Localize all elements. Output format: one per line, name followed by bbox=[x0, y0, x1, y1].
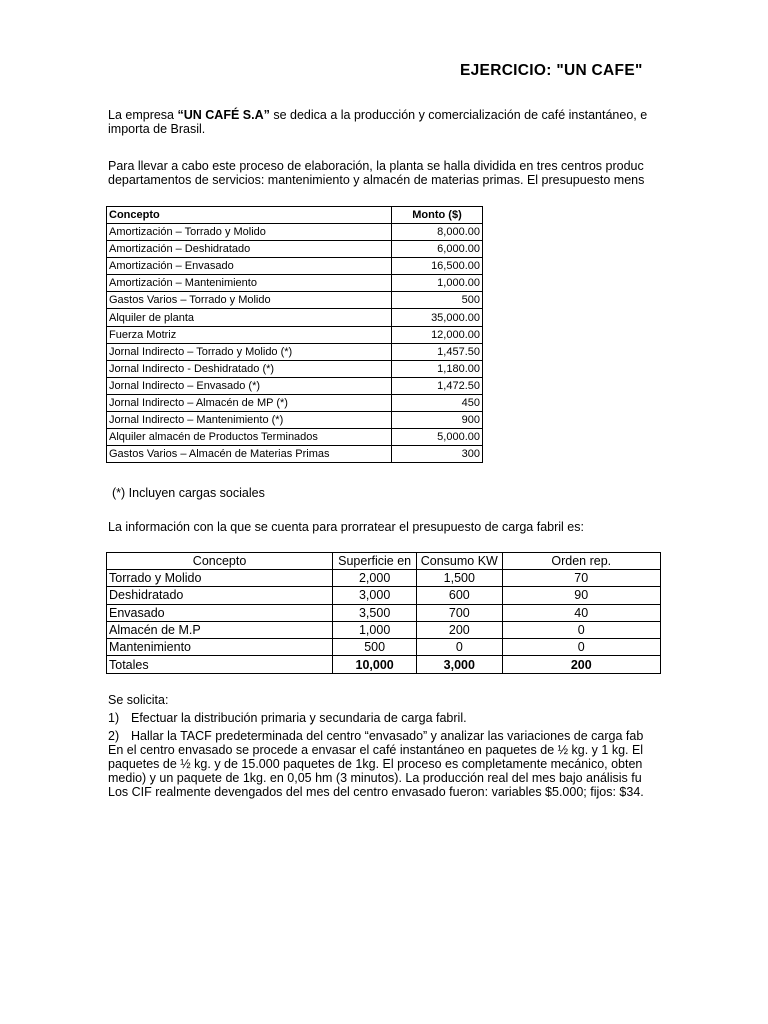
prorate-superficie-cell: 500 bbox=[333, 639, 417, 656]
budget-monto-cell: 16,500.00 bbox=[392, 258, 483, 275]
process-line2: departamentos de servicios: mantenimiento y almacén de materias primas. El presupuesto mens bbox=[108, 173, 645, 187]
request-line-3: En el centro envasado se procede a envasar el café instantáneo en paquetes de ½ kg. y 1 kg. El bbox=[108, 743, 644, 757]
prorate-consumo-cell: 1,500 bbox=[417, 570, 502, 587]
budget-header-row bbox=[107, 207, 483, 224]
request-line-5: medio) y un paquete de 1kg. en 0,05 hm (3 minutos). La producción real del mes bajo análisis fu bbox=[108, 771, 642, 785]
budget-monto-cell: 500 bbox=[392, 292, 483, 309]
budget-concepto-cell: Amortización – Torrado y Molido bbox=[107, 224, 392, 241]
budget-concepto-cell: Amortización – Envasado bbox=[107, 258, 392, 275]
request-item-2-number: 2) bbox=[108, 729, 120, 743]
prorate-orden-cell: 0 bbox=[502, 621, 661, 638]
request-item-1-number: 1) bbox=[108, 711, 120, 725]
prorate-header-orden: Orden rep. bbox=[502, 553, 661, 570]
totals-consumo: 3,000 bbox=[417, 656, 502, 673]
footnote: (*) Incluyen cargas sociales bbox=[112, 486, 265, 500]
prorate-orden-cell: 0 bbox=[502, 639, 661, 656]
budget-concepto-cell: Alquiler de planta bbox=[107, 309, 392, 326]
info-text: La información con la que se cuenta para prorratear el presupuesto de carga fabril es: bbox=[108, 520, 584, 534]
budget-header-monto: Monto ($) bbox=[392, 207, 483, 224]
table-row bbox=[107, 326, 483, 343]
table-row bbox=[107, 412, 483, 429]
budget-concepto-cell: Fuerza Motriz bbox=[107, 326, 392, 343]
totals-orden: 200 bbox=[502, 656, 661, 673]
intro-rest: se dedica a la producción y comercialización de café instantáneo, e bbox=[269, 108, 648, 122]
prorate-concepto-cell: Deshidratado bbox=[107, 587, 333, 604]
prorate-concepto-cell: Almacén de M.P bbox=[107, 621, 333, 638]
table-row bbox=[107, 446, 483, 463]
table-row bbox=[107, 309, 483, 326]
budget-monto-cell: 300 bbox=[392, 446, 483, 463]
request-line-4: paquetes de ½ kg. y de 15.000 paquetes de 1kg. El proceso es completamente mecánico, obten bbox=[108, 757, 643, 771]
process-paragraph bbox=[108, 159, 644, 187]
prorate-consumo-cell: 0 bbox=[417, 639, 502, 656]
page-title: EJERCICIO: "UN CAFE" bbox=[460, 62, 643, 79]
budget-concepto-cell: Gastos Varios – Almacén de Materias Primas bbox=[107, 446, 392, 463]
prorate-header-row bbox=[107, 553, 661, 570]
table-row bbox=[107, 587, 661, 604]
budget-concepto-cell: Jornal Indirecto – Mantenimiento (*) bbox=[107, 412, 392, 429]
budget-concepto-cell: Jornal Indirecto – Envasado (*) bbox=[107, 377, 392, 394]
table-row bbox=[107, 429, 483, 446]
budget-monto-cell: 6,000.00 bbox=[392, 241, 483, 258]
prorate-body bbox=[107, 570, 661, 656]
table-row bbox=[107, 360, 483, 377]
prorate-orden-cell: 90 bbox=[502, 587, 661, 604]
intro-lead: La empresa bbox=[108, 108, 178, 122]
table-row bbox=[107, 377, 483, 394]
process-line1: Para llevar a cabo este proceso de elaboración, la planta se halla dividida en tres centros produc bbox=[108, 159, 644, 173]
budget-monto-cell: 1,457.50 bbox=[392, 343, 483, 360]
totals-superficie: 10,000 bbox=[333, 656, 417, 673]
request-line-6: Los CIF realmente devengados del mes del centro envasado fueron: variables $5.000; fijos: $34. bbox=[108, 785, 644, 799]
prorate-superficie-cell: 1,000 bbox=[333, 621, 417, 638]
budget-concepto-cell: Gastos Varios – Torrado y Molido bbox=[107, 292, 392, 309]
budget-monto-cell: 8,000.00 bbox=[392, 224, 483, 241]
prorate-concepto-cell: Mantenimiento bbox=[107, 639, 333, 656]
prorate-header-concepto: Concepto bbox=[107, 553, 333, 570]
budget-concepto-cell: Alquiler almacén de Productos Terminados bbox=[107, 429, 392, 446]
table-row bbox=[107, 604, 661, 621]
prorate-table bbox=[106, 552, 661, 674]
prorate-consumo-cell: 600 bbox=[417, 587, 502, 604]
budget-concepto-cell: Amortización – Mantenimiento bbox=[107, 275, 392, 292]
prorate-superficie-cell: 2,000 bbox=[333, 570, 417, 587]
budget-monto-cell: 450 bbox=[392, 394, 483, 411]
budget-concepto-cell: Jornal Indirecto - Deshidratado (*) bbox=[107, 360, 392, 377]
budget-monto-cell: 1,000.00 bbox=[392, 275, 483, 292]
table-row bbox=[107, 570, 661, 587]
prorate-orden-cell: 40 bbox=[502, 604, 661, 621]
request-item-1-text: Efectuar la distribución primaria y secundaria de carga fabril. bbox=[131, 711, 467, 725]
intro-line2: importa de Brasil. bbox=[108, 122, 206, 136]
prorate-concepto-cell: Torrado y Molido bbox=[107, 570, 333, 587]
table-row bbox=[107, 241, 483, 258]
totals-label: Totales bbox=[107, 656, 333, 673]
budget-monto-cell: 5,000.00 bbox=[392, 429, 483, 446]
prorate-superficie-cell: 3,500 bbox=[333, 604, 417, 621]
request-item-1 bbox=[108, 711, 644, 725]
budget-monto-cell: 35,000.00 bbox=[392, 309, 483, 326]
budget-concepto-cell: Amortización – Deshidratado bbox=[107, 241, 392, 258]
budget-concepto-cell: Jornal Indirecto – Torrado y Molido (*) bbox=[107, 343, 392, 360]
budget-monto-cell: 1,472.50 bbox=[392, 377, 483, 394]
prorate-superficie-cell: 3,000 bbox=[333, 587, 417, 604]
table-row bbox=[107, 343, 483, 360]
prorate-header-consumo: Consumo KW bbox=[417, 553, 502, 570]
table-row bbox=[107, 224, 483, 241]
intro-paragraph bbox=[108, 108, 647, 136]
budget-monto-cell: 900 bbox=[392, 412, 483, 429]
budget-monto-cell: 1,180.00 bbox=[392, 360, 483, 377]
company-name: “UN CAFÉ S.A” bbox=[177, 108, 270, 122]
table-row bbox=[107, 639, 661, 656]
request-item-2 bbox=[108, 729, 644, 743]
prorate-header-superficie: Superficie en bbox=[333, 553, 417, 570]
table-row bbox=[107, 621, 661, 638]
prorate-consumo-cell: 200 bbox=[417, 621, 502, 638]
prorate-orden-cell: 70 bbox=[502, 570, 661, 587]
table-row bbox=[107, 292, 483, 309]
budget-table bbox=[106, 206, 483, 463]
prorate-totals-row bbox=[107, 656, 661, 673]
table-row bbox=[107, 258, 483, 275]
budget-header-concepto: Concepto bbox=[107, 207, 392, 224]
request-heading: Se solicita: bbox=[108, 693, 169, 707]
table-row bbox=[107, 275, 483, 292]
table-row bbox=[107, 394, 483, 411]
budget-body bbox=[107, 224, 483, 463]
budget-concepto-cell: Jornal Indirecto – Almacén de MP (*) bbox=[107, 394, 392, 411]
request-item-2-text: Hallar la TACF predeterminada del centro “envasado” y analizar las variaciones de carga fab bbox=[131, 729, 644, 743]
prorate-concepto-cell: Envasado bbox=[107, 604, 333, 621]
request-section bbox=[108, 693, 644, 799]
budget-monto-cell: 12,000.00 bbox=[392, 326, 483, 343]
prorate-consumo-cell: 700 bbox=[417, 604, 502, 621]
